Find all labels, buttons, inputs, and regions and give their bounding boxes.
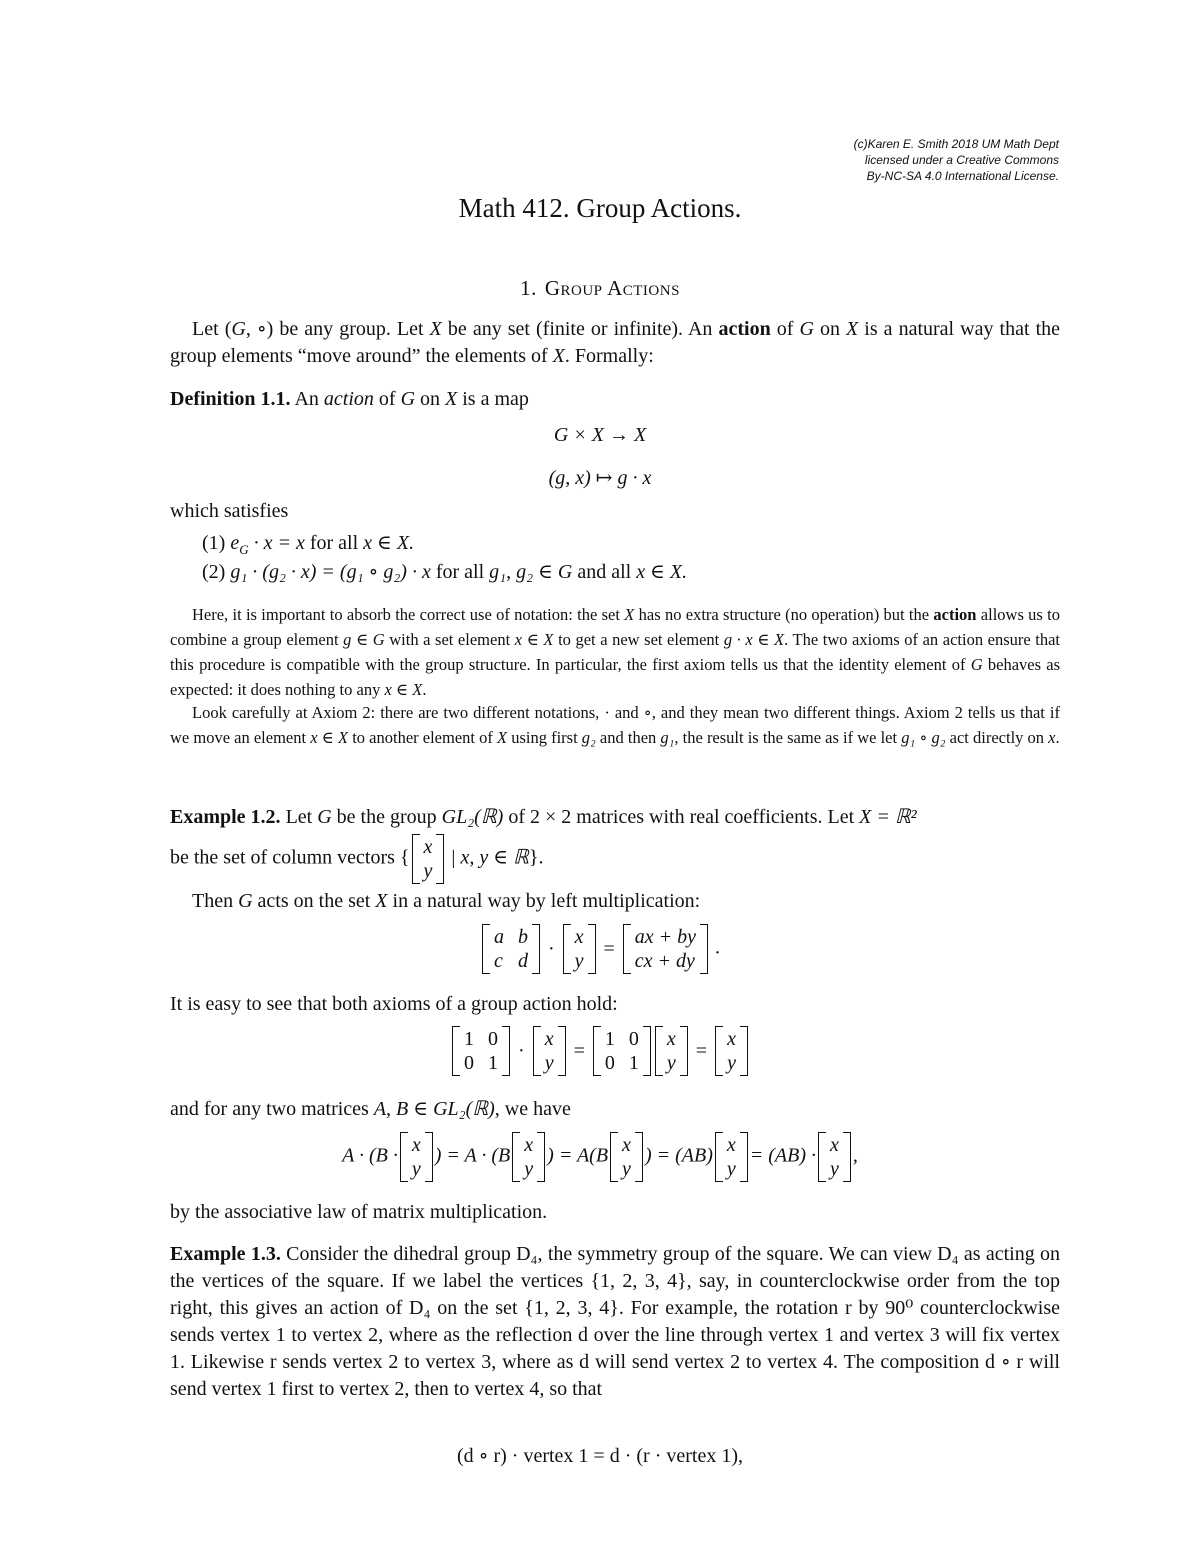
- text: Then: [192, 890, 239, 912]
- column-vector: [533, 1026, 566, 1076]
- matrix-entry: 1: [488, 1052, 499, 1074]
- example-1-3: [170, 1241, 1060, 1403]
- math-X: X: [445, 388, 458, 410]
- page-title: Math 412. Group Actions.: [458, 193, 742, 223]
- math-X: X: [496, 728, 508, 747]
- text: . Formally:: [564, 345, 654, 367]
- matrix-entry: y: [411, 1158, 421, 1180]
- satisfies-text: which satisfies: [170, 500, 289, 522]
- text: is a map: [457, 388, 529, 410]
- text: Let: [280, 806, 318, 828]
- math-identity: e: [230, 532, 240, 554]
- text: be any set (finite or infinite). An: [441, 318, 719, 340]
- matrix-entry: 1: [604, 1028, 615, 1050]
- term-action: action: [323, 388, 374, 410]
- text: of: [373, 388, 401, 410]
- math-X: X: [846, 318, 859, 340]
- copyright-notice: [854, 136, 1059, 184]
- math-expr: ) = A(B: [547, 1144, 609, 1167]
- math-expr: x ∈ X: [310, 728, 349, 747]
- math-X: X: [375, 890, 388, 912]
- matrix-entry: 0: [628, 1028, 639, 1050]
- matrix-entry: y: [524, 1158, 534, 1180]
- math-expr: g₂: [581, 728, 596, 747]
- math-G: G: [238, 890, 253, 912]
- text: behaves as expected: it does nothing to any: [170, 655, 1061, 699]
- column-vector: [412, 834, 445, 884]
- math-expr: g₁, g₂ ∈ G: [489, 561, 573, 583]
- matrix-entry: y: [574, 950, 584, 972]
- column-vector: [512, 1132, 545, 1182]
- math-X: X: [552, 345, 565, 367]
- math-G: G: [317, 806, 332, 828]
- matrix-entry: cx + dy: [634, 950, 695, 972]
- text: be the set of column vectors {: [170, 846, 410, 869]
- matrix-entry: x: [622, 1134, 631, 1156]
- column-vector: [655, 1026, 688, 1076]
- matrix-2x2: [482, 924, 540, 974]
- text: be the group: [331, 806, 442, 828]
- definition-1-1: [170, 386, 1060, 413]
- text: for all: [304, 532, 364, 554]
- text: on: [813, 318, 847, 340]
- math-expr: ) = A · (B: [434, 1144, 511, 1167]
- matrix-entry: y: [423, 860, 433, 882]
- matrix-entry: b: [517, 926, 528, 948]
- map-equation-1: G × X → X: [553, 424, 647, 446]
- text: Let (: [192, 318, 232, 340]
- math-X: X: [624, 605, 635, 624]
- matrix-entry: x: [544, 1028, 554, 1050]
- axiom-number: (1): [202, 532, 226, 554]
- math-expr: x ∈ X: [514, 630, 554, 649]
- matrix-entry: 1: [464, 1028, 475, 1050]
- math-expr: g ∈ G: [343, 630, 385, 649]
- text: allows us to combine a group element: [170, 605, 1060, 649]
- text: , the result is the same as if we let: [674, 728, 902, 747]
- math-expr: X = ℝ²: [859, 806, 917, 828]
- math-subscript: G: [239, 542, 249, 557]
- text: Here, it is important to absorb the correct use of notation: the set: [192, 605, 625, 624]
- matrix-entry: y: [830, 1158, 839, 1180]
- column-vector: [818, 1132, 851, 1182]
- example-label: Example 1.2.: [170, 806, 281, 828]
- matrix-entry: 0: [488, 1028, 499, 1050]
- text: . The two axioms of an action ensure that this procedure is compatible with the group structure. In particular, the first axiom tells us that the identity element of: [170, 630, 1061, 674]
- text: Look carefully at Axiom 2: there are two different notations, · and ∘, and they mean two different things. Axiom 2 tells us that if we move an element: [170, 703, 1060, 747]
- math-expr: = (AB) ·: [749, 1144, 816, 1167]
- equation-identity: 1 0 0 1 · x y = 1 0 0 1 x y = x y: [0, 1026, 1200, 1076]
- text: with a set element: [384, 630, 515, 649]
- copyright-line-1: (c)Karen E. Smith 2018 UM Math Dept: [853, 137, 1059, 151]
- matrix-entry: y: [727, 1052, 736, 1074]
- text: in a natural way by left multiplication:: [387, 890, 701, 912]
- math-expr: x ∈ X.: [636, 561, 688, 583]
- text: on: [415, 388, 446, 410]
- column-vector: [610, 1132, 643, 1182]
- matrix-entry: x: [727, 1028, 736, 1050]
- text: is a natural way that the group elements “move around” the elements of: [170, 318, 1061, 367]
- text: }.: [528, 846, 544, 869]
- text: .: [422, 680, 427, 699]
- matrix-entry: y: [666, 1052, 676, 1074]
- text: to another element of: [348, 728, 497, 747]
- copyright-line-3: By-NC-SA 4.0 International License.: [866, 169, 1059, 183]
- example-1-2-then: [170, 888, 1060, 915]
- column-vector: [563, 924, 596, 974]
- associative-text: by the associative law of matrix multiplication.: [170, 1201, 548, 1223]
- matrix-entry: 1: [628, 1052, 639, 1074]
- identity-matrix: [452, 1026, 510, 1076]
- math-expr: g₁ ∘ g₂: [901, 728, 946, 747]
- math-G: G: [400, 388, 416, 410]
- axiom-2: [202, 559, 1052, 586]
- text: and all: [572, 561, 637, 583]
- column-vector: [715, 1132, 748, 1182]
- math-expr: g₁ · (g₂ · x) = (g₁ ∘ g₂) · x: [230, 561, 431, 583]
- text: of 2 × 2 matrices with real coefficients. Let: [503, 806, 860, 828]
- section-heading: [0, 276, 1200, 301]
- column-vector: [715, 1026, 748, 1076]
- text: acts on the set: [252, 890, 376, 912]
- math-expr: x ∈ X: [384, 680, 423, 699]
- text: of: [770, 318, 800, 340]
- section-name: Group Actions: [544, 276, 680, 300]
- axiom-number: (2): [202, 561, 226, 583]
- copyright-line-2: licensed under a Creative Commons: [864, 153, 1059, 167]
- math-expr: GL₂(ℝ): [441, 806, 504, 828]
- text: for all: [430, 561, 490, 583]
- math-x: x: [1048, 728, 1056, 747]
- math-X: X: [429, 318, 442, 340]
- matrix-entry: y: [726, 1158, 736, 1180]
- matrix-entry: x: [524, 1134, 534, 1156]
- math-expr: A, B ∈ GL₂(ℝ): [373, 1098, 495, 1120]
- math-G: G: [231, 318, 246, 340]
- text: |: [446, 846, 461, 869]
- definition-label: Definition 1.1.: [170, 388, 291, 410]
- column-vector: [623, 924, 708, 974]
- math-expr: g · x ∈ X: [723, 630, 785, 649]
- term-action: action: [718, 318, 771, 340]
- text: .: [1055, 728, 1060, 747]
- text: using first: [507, 728, 582, 747]
- text: , ∘) be any group. Let: [245, 318, 430, 340]
- matrix-entry: x: [574, 926, 584, 948]
- matrix-entry: x: [726, 1134, 736, 1156]
- matrix-entry: x: [830, 1134, 839, 1156]
- matrix-entry: d: [517, 950, 528, 972]
- matrix-entry: x: [411, 1134, 421, 1156]
- equation-associativity: [0, 1132, 1200, 1182]
- math-expr: x ∈ X.: [363, 532, 415, 554]
- equation-left-multiplication: a b c d · x y = ax + by cx + dy .: [0, 924, 1200, 974]
- identity-matrix: [593, 1026, 651, 1076]
- intro-paragraph: [170, 316, 1060, 370]
- text: and then: [595, 728, 661, 747]
- map-equation-2: (g, x) ↦ g · x: [548, 467, 652, 489]
- matrix-entry: y: [622, 1158, 631, 1180]
- remark-axiom-2: [170, 700, 1060, 750]
- matrix-entry: x: [666, 1028, 676, 1050]
- matrix-entry: ax + by: [634, 926, 697, 948]
- math-expr: ,: [852, 1144, 858, 1167]
- text: and for any two matrices: [170, 1098, 374, 1120]
- example-1-2-line1: [170, 804, 1060, 831]
- example-1-2-line2: [170, 834, 1060, 884]
- math-expr: x, y ∈ ℝ: [460, 846, 529, 869]
- remark-notation: [170, 602, 1060, 702]
- matrix-entry: x: [423, 836, 433, 858]
- math-G: G: [970, 655, 983, 674]
- text: An: [290, 388, 324, 410]
- matrix-entry: 0: [604, 1052, 615, 1074]
- text: to get a new set element: [553, 630, 724, 649]
- matrix-entry: a: [493, 926, 504, 948]
- text: , we have: [494, 1098, 571, 1120]
- example-label: Example 1.3.: [170, 1243, 281, 1265]
- text: act directly on: [945, 728, 1049, 747]
- math-G: G: [799, 318, 814, 340]
- for-any-text: [170, 1096, 1060, 1123]
- term-action: action: [933, 605, 977, 624]
- matrix-entry: c: [493, 950, 503, 972]
- math-expr: · x = x: [248, 532, 305, 554]
- text: has no extra structure (no operation) but the: [634, 605, 934, 624]
- matrix-entry: 0: [464, 1052, 475, 1074]
- math-expr: g₁: [660, 728, 675, 747]
- equation-vertex: (d ∘ r) · vertex 1 = d · (r · vertex 1),: [457, 1445, 743, 1467]
- matrix-entry: y: [544, 1052, 554, 1074]
- math-expr: A · (B ·: [342, 1144, 398, 1167]
- column-vector: [400, 1132, 433, 1182]
- math-expr: ) = (AB): [644, 1144, 713, 1167]
- easy-text: It is easy to see that both axioms of a group action hold:: [170, 993, 618, 1015]
- section-number: 1.: [520, 276, 537, 300]
- example-text: Consider the dihedral group D₄, the symmetry group of the square. We can view D₄ as acting on the vertices of the square. If we label the vertices {1, 2, 3, 4}, say, in counterclockwise order from the top right, this gives an action of D₄ on the set {1, 2, 3, 4}. For example, the rotation r by 90⁰ counterclockwise sends vertex 1 to vertex 2, where as the reflection d over the line through vertex 1 and vertex 3 will fix vertex 1. Likewise r sends vertex 2 to vertex 3, where as d will send vertex 2 to vertex 4. The composition d ∘ r will send vertex 1 first to vertex 2, then to vertex 4, so that: [170, 1243, 1060, 1400]
